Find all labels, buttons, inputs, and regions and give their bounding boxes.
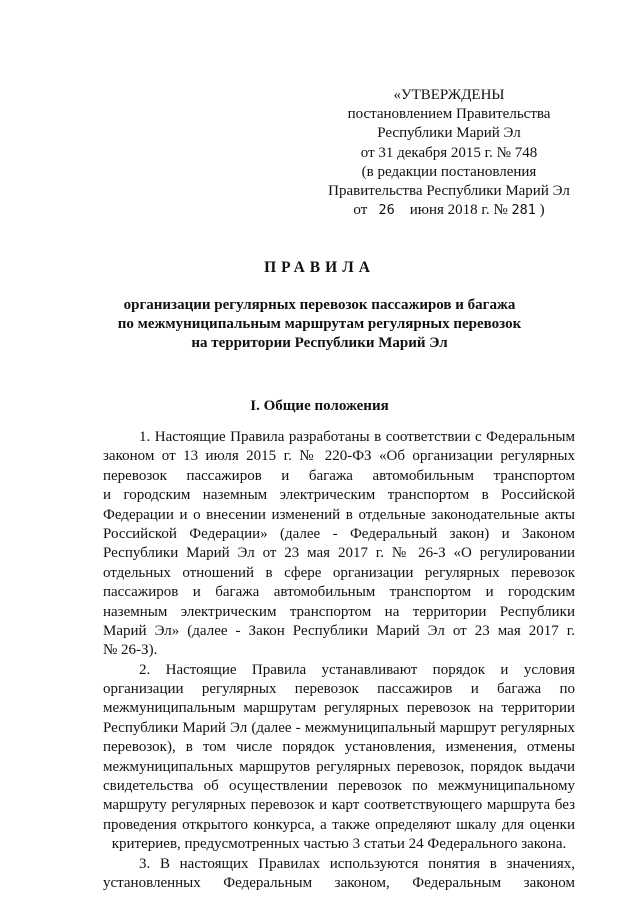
- paragraph-2-line: Республики Марий Эл (далее - межмуниципальный маршрут регулярных: [103, 719, 575, 736]
- paragraph-1-line: отдельных отношений в сфере организации регулярных перевозок: [103, 564, 575, 581]
- approval-line: Республики Марий Эл: [377, 125, 521, 142]
- document-subtitle: [100, 296, 539, 352]
- paragraph-1-line: пассажиров и багажа автомобильным транспортом и городским: [103, 584, 575, 601]
- paragraph-2-line: организации регулярных перевозок пассажиров и багажа по: [103, 681, 575, 698]
- paragraph-3-line: 3. В настоящих Правилах используются понятия в значениях,: [139, 855, 575, 872]
- approval-line: «УТВЕРЖДЕНЫ: [393, 87, 505, 103]
- paragraph-2-line: межмуниципальных маршрутов регулярных перевозок, порядок выдачи: [103, 758, 575, 775]
- subtitle-line: на территории Республики Марий Эл: [191, 334, 448, 351]
- paragraph-2-line: маршруту регулярных перевозок и карт соответствующего маршрута без: [103, 797, 575, 814]
- approval-line: от 31 декабря 2015 г. № 748: [360, 144, 538, 161]
- approval-line: (в редакции постановления: [361, 163, 537, 180]
- document-title: ПРАВИЛА: [264, 259, 375, 276]
- paragraph-2-line: 2. Настоящие Правила устанавливают порядок и условия: [139, 661, 575, 678]
- paragraph-1-line: Федерации и о внесении изменений в отдельные законодательные акты: [103, 506, 575, 523]
- paragraph-1-line: законом от 13 июля 2015 г. № 220-ФЗ «Об организации регулярных: [103, 448, 575, 465]
- paragraph-2-line: перевозок), в том числе порядок установления, изменения, отмены: [103, 739, 575, 756]
- subtitle-line: по межмуниципальным маршрутам регулярных перевозок: [117, 315, 522, 332]
- paragraph-2-line: свидетельства об осуществлении перевозок по межмуниципальному: [103, 778, 575, 795]
- paragraph-2-line: критериев, предусмотренных частью 3 статьи 24 Федерального закона.: [111, 836, 567, 853]
- paragraph-1-line: и городским наземным электрическим транспортом в Российской: [103, 487, 575, 504]
- approval-date-mid: июня 2018 г. №: [409, 202, 508, 219]
- paragraph-1-line: Республики Марий Эл от 23 мая 2017 г. № 26-З «О регулировании: [103, 545, 575, 562]
- paragraph-1-line: № 26-З).: [103, 642, 158, 659]
- approval-date-prefix: от: [353, 202, 368, 219]
- approval-number: 281: [511, 202, 536, 219]
- approval-day: 26: [378, 202, 395, 219]
- approval-stamp: [318, 86, 580, 220]
- paragraph-1-line: перевозок пассажиров и багажа автомобильным транспортом: [103, 467, 575, 484]
- paragraph-2-line: межмуниципальным маршрутам регулярных перевозок на территории: [103, 700, 575, 717]
- approval-amendment-date-line: [318, 201, 580, 220]
- approval-suffix: ): [539, 202, 545, 219]
- paragraph-3-line: установленных Федеральным законом, Федеральным законом: [103, 874, 575, 891]
- paragraph-1-line: 1. Настоящие Правила разработаны в соответствии с Федеральным: [139, 429, 575, 445]
- subtitle-line: организации регулярных перевозок пассажиров и багажа: [123, 297, 516, 313]
- body-text: [103, 428, 575, 893]
- approval-line: Правительства Республики Марий Эл: [328, 183, 570, 200]
- paragraph-1-line: Марий Эл» (далее - Закон Республики Марий Эл от 23 мая 2017 г.: [103, 622, 575, 639]
- paragraph-1-line: Российской Федерации» (далее - Федеральный закон) и Законом: [103, 525, 575, 542]
- section-heading: I. Общие положения: [250, 398, 389, 414]
- approval-line: постановлением Правительства: [347, 106, 551, 123]
- paragraph-1-line: наземным электрическим транспортом на территории Республики: [103, 603, 575, 620]
- paragraph-2-line: проведения открытого конкурса, а также определяют шкалу для оценки: [103, 816, 575, 833]
